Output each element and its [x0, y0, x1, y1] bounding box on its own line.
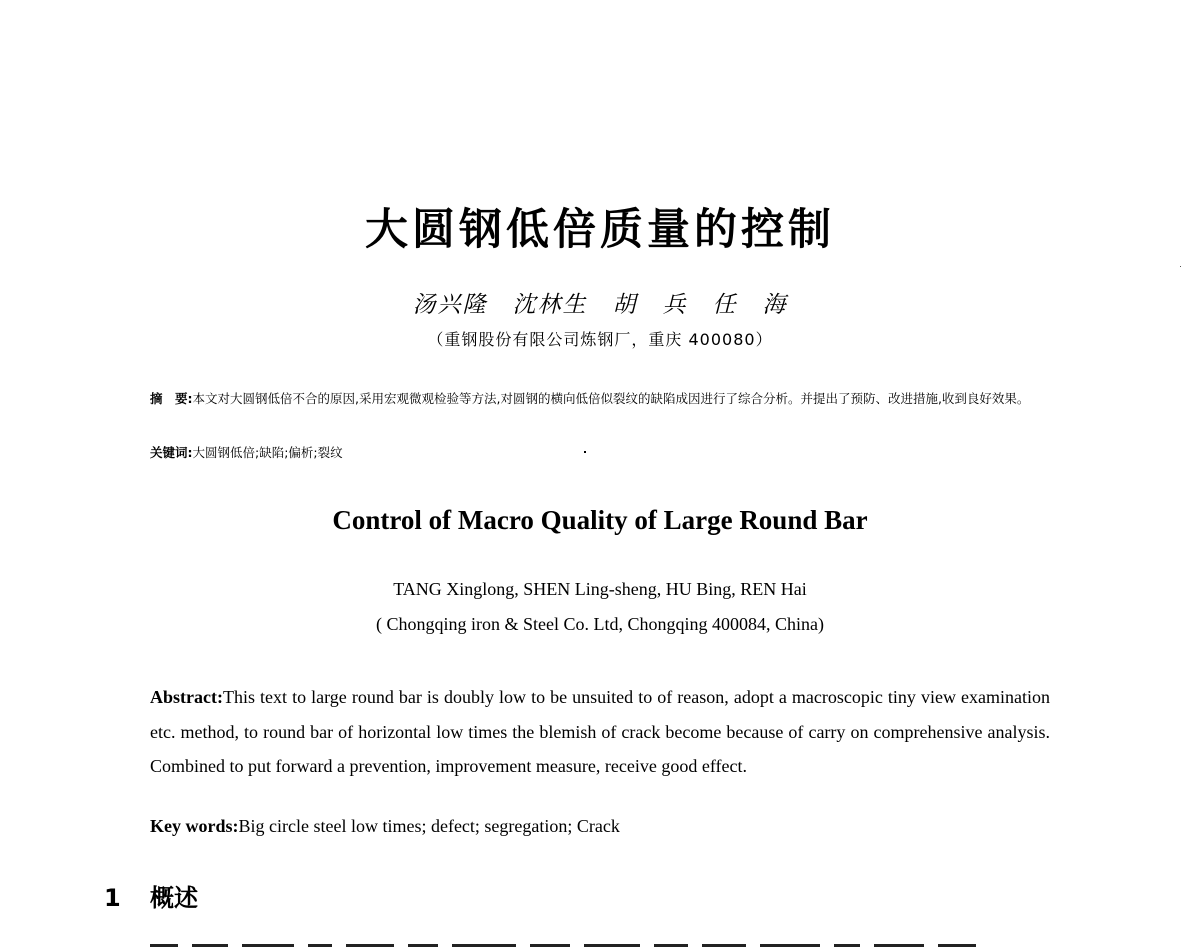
keywords-cn-label: 关键词:	[150, 445, 193, 460]
paper-title-en: Control of Macro Quality of Large Round Bar	[332, 505, 868, 535]
section-heading	[104, 878, 198, 913]
authors-en: TANG Xinglong, SHEN Ling-sheng, HU Bing, REN Hai	[393, 579, 807, 599]
keywords-en-colon: :	[232, 816, 239, 836]
keywords-cn-text: 大圆钢低倍;缺陷;偏析;裂纹	[192, 445, 343, 460]
scan-speck-edge	[1180, 266, 1181, 267]
abstract-cn	[150, 386, 1050, 411]
section-number: 1	[104, 884, 121, 912]
paper-title-cn: 大圆钢低倍质量的控制	[365, 205, 835, 255]
keywords-en-text: Big circle steel low times; defect; segregation; Crack	[238, 816, 620, 836]
abstract-cn-text: 本文对大圆钢低倍不合的原因,采用宏观微观检验等方法,对圆钢的横向低倍似裂纹的缺陷成因进行了综合分析。并提出了预防、改进措施,收到良好效果。	[192, 391, 1030, 406]
abstract-en-label: Abstract	[150, 687, 217, 707]
keywords-en	[150, 816, 1050, 837]
affiliation-cn: （重钢股份有限公司炼钢厂，重庆 400080）	[427, 330, 773, 349]
abstract-en-colon: :	[216, 687, 223, 707]
scan-speck	[584, 451, 586, 453]
abstract-en	[150, 680, 1050, 784]
section-title: 概述	[150, 884, 198, 912]
abstract-cn-label: 摘 要:	[150, 391, 193, 406]
abstract-en-text: This text to large round bar is doubly low to be unsuited to of reason, adopt a macroscopic tiny view examination etc. method, to round bar of horizontal low times the blemish of crack become because of carry on comprehensive analysis. Combined to put forward a prevention, improvement measure, receive good effect.	[150, 687, 1050, 776]
keywords-cn	[150, 443, 1050, 461]
authors-cn: 汤兴隆 沈林生 胡 兵 任 海	[412, 292, 788, 318]
keywords-en-label: Key words	[150, 816, 233, 836]
affiliation-en: ( Chongqing iron & Steel Co. Ltd, Chongqing 400084, China)	[376, 614, 824, 634]
cut-off-text-line	[150, 944, 1050, 952]
